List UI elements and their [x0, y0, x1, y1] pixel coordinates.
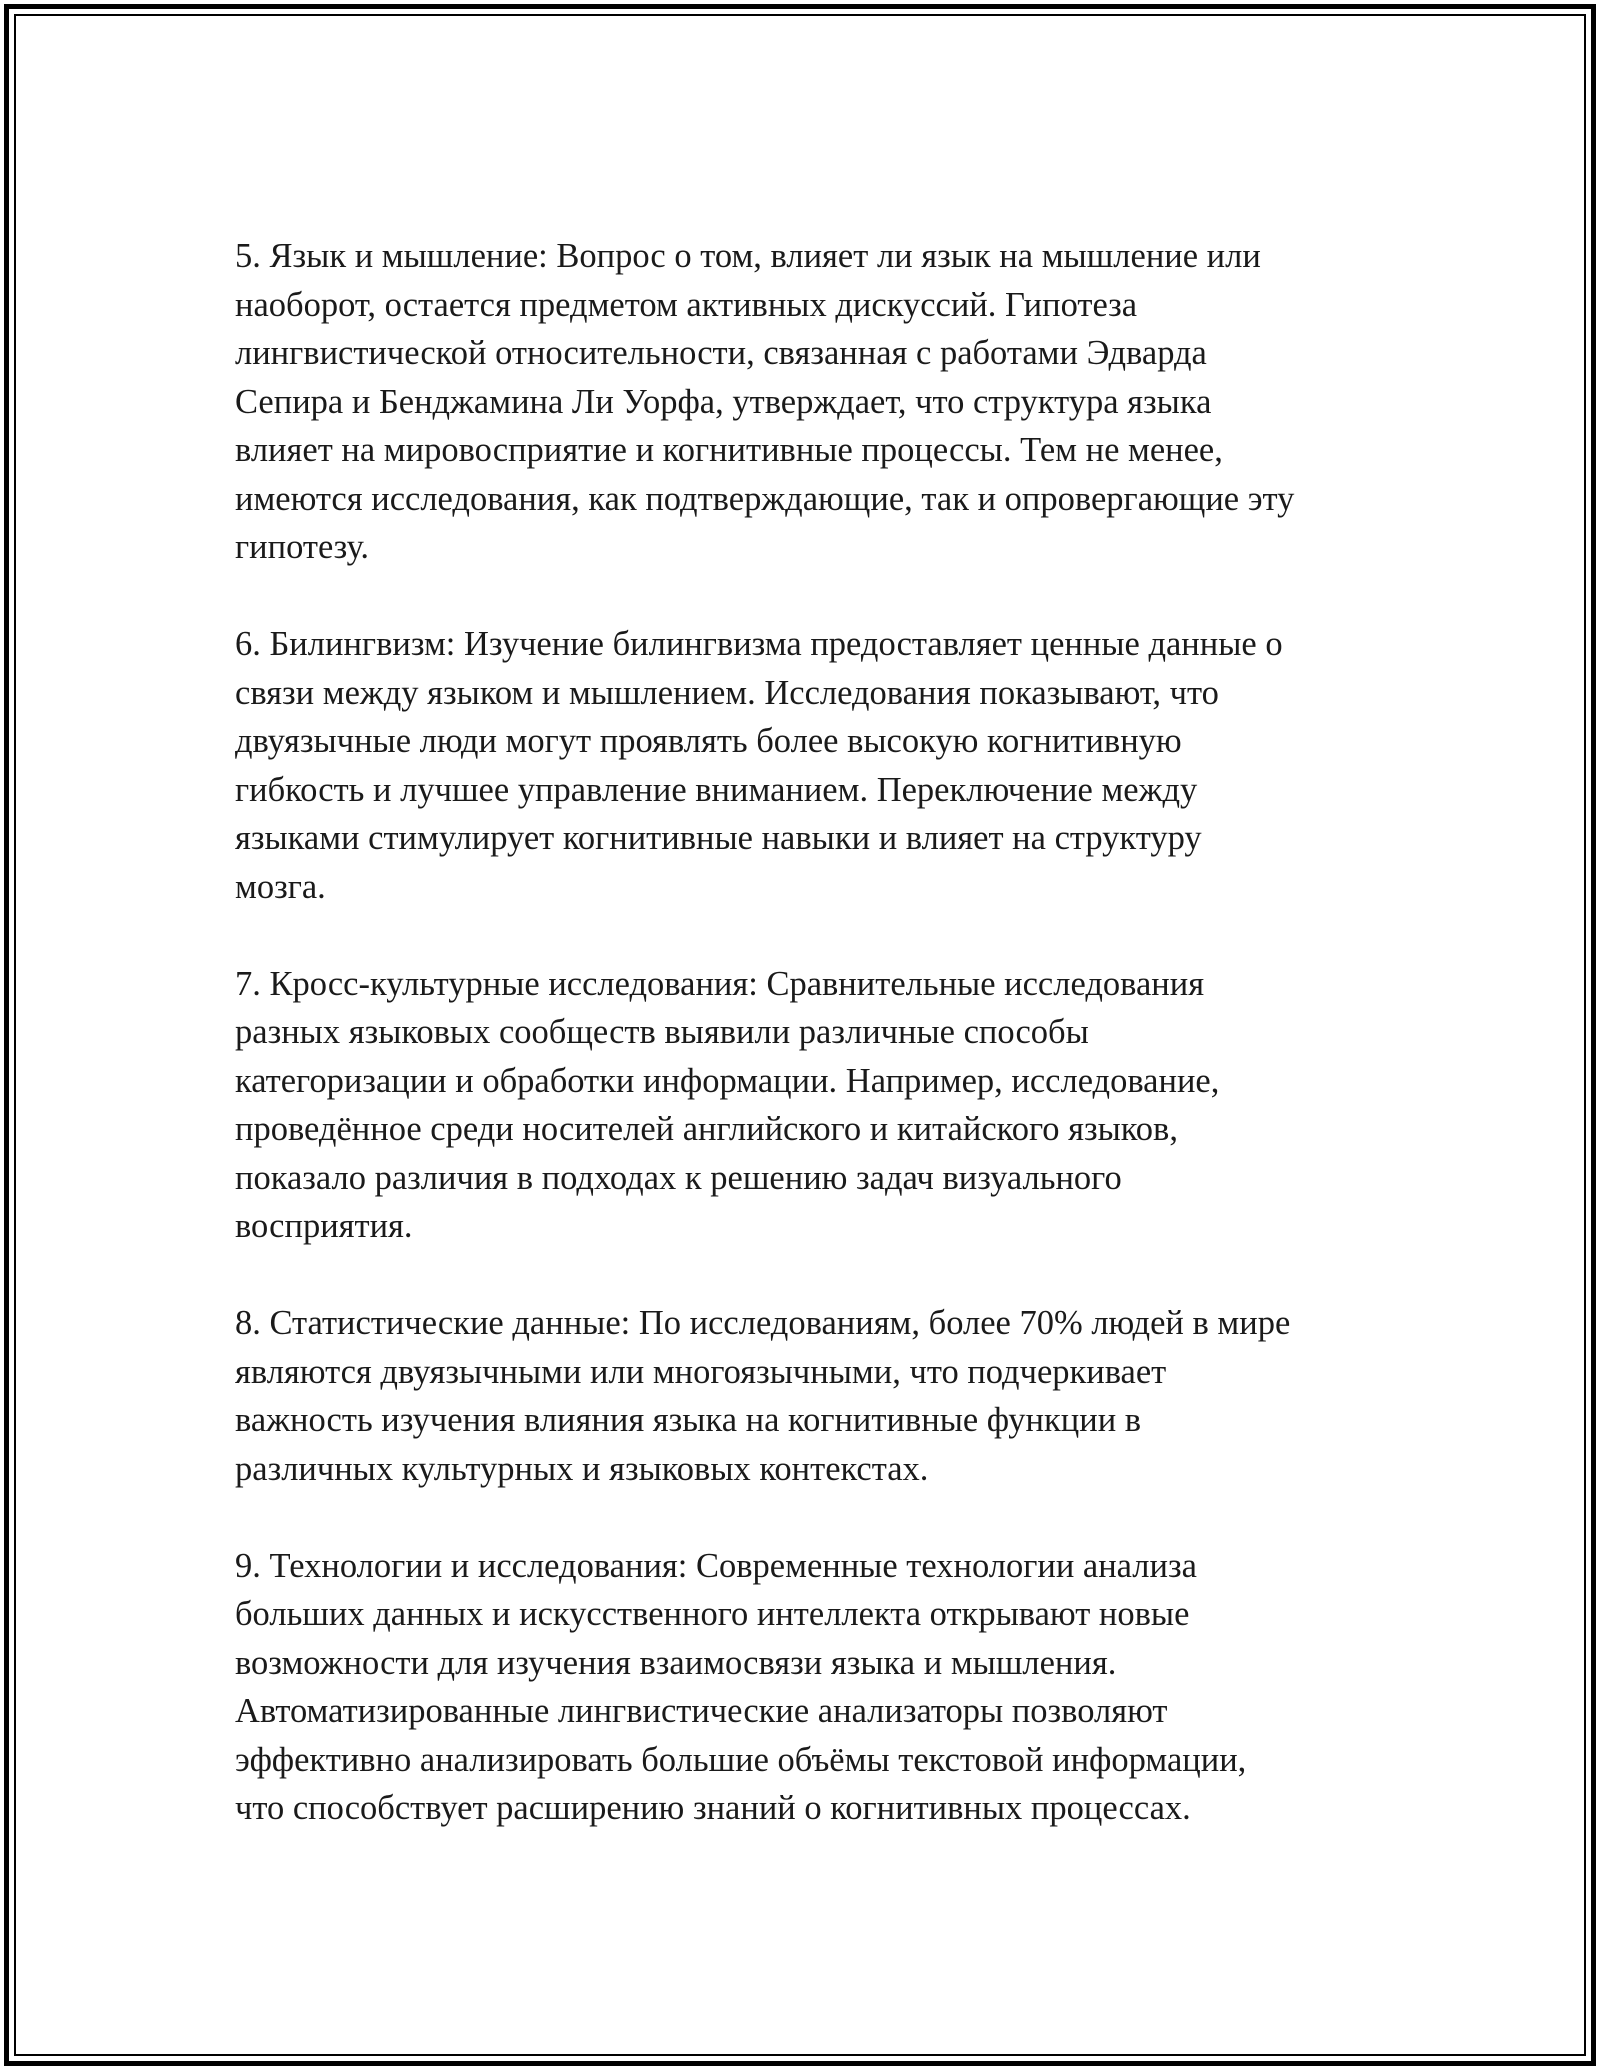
paragraph-cross-cultural-research [235, 960, 1385, 1251]
text-line: мозга. [235, 867, 326, 906]
text-line: Автоматизированные лингвистические анализаторы позволяют [235, 1692, 1168, 1730]
text-line: языками стимулирует когнитивные навыки и влияет на структуру [235, 819, 1202, 857]
text-line: 7. Кросс-культурные исследования: Сравнительные исследования [235, 964, 1205, 1003]
text-line: различных культурных и языковых контекстах. [235, 1449, 929, 1488]
text-line: являются двуязычными или многоязычными, что подчеркивает [235, 1352, 1167, 1391]
paragraph-statistics [235, 1299, 1385, 1493]
paragraph-bilingualism [235, 620, 1385, 911]
text-line: возможности для изучения взаимосвязи языка и мышления. [235, 1643, 1117, 1682]
text-line: восприятия. [235, 1207, 413, 1245]
text-line: разных языковых сообществ выявили различные способы [235, 1013, 1089, 1051]
text-line: связи между языком и мышлением. Исследования показывают, что [235, 673, 1219, 712]
text-line: проведённое среди носителей английского и китайского языков, [235, 1110, 1178, 1148]
text-line: 5. Язык и мышление: Вопрос о том, влияет ли язык на мышление или [235, 237, 1261, 275]
text-line: 6. Билингвизм: Изучение билингвизма предоставляет ценные данные о [235, 625, 1283, 663]
text-line: что способствует расширению знаний о когнитивных процессах. [235, 1789, 1191, 1827]
text-line: Сепира и Бенджамина Ли Уорфа, утверждает, что структура языка [235, 382, 1212, 421]
text-line: показало различия в подходах к решению задач визуального [235, 1158, 1122, 1197]
document-body [235, 232, 1385, 1881]
paragraph-language-and-thinking [235, 232, 1385, 572]
text-line: категоризации и обработки информации. Например, исследование, [235, 1061, 1220, 1100]
text-line: 9. Технологии и исследования: Современные технологии анализа [235, 1546, 1197, 1585]
text-line: эффективно анализировать большие объёмы текстовой информации, [235, 1740, 1247, 1779]
text-line: влияет на мировосприятие и когнитивные процессы. Тем не менее, [235, 431, 1223, 469]
text-line: гибкость и лучшее управление вниманием. Переключение между [235, 770, 1198, 809]
text-line: 8. Статистические данные: По исследованиям, более 70% людей в мире [235, 1304, 1291, 1342]
paragraph-technologies [235, 1542, 1385, 1833]
text-line: наоборот, остается предметом активных дискуссий. Гипотеза [235, 285, 1138, 324]
text-line: двуязычные люди могут проявлять более высокую когнитивную [235, 722, 1182, 760]
text-line: имеются исследования, как подтверждающие, так и опровергающие эту [235, 479, 1295, 518]
text-line: важность изучения влияния языка на когнитивные функции в [235, 1401, 1142, 1439]
text-line: больших данных и искусственного интеллекта открывают новые [235, 1595, 1190, 1633]
text-line: лингвистической относительности, связанная с работами Эдварда [235, 334, 1207, 372]
text-line: гипотезу. [235, 528, 370, 566]
